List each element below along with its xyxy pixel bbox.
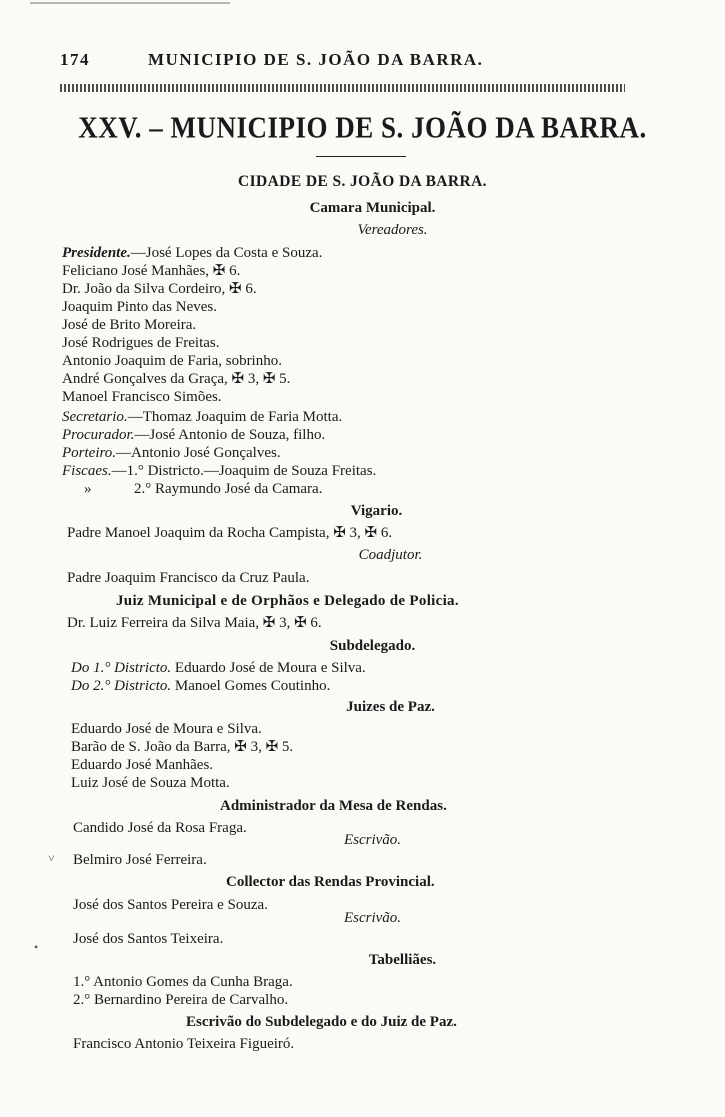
procurador-name: —José Antonio de Souza, filho.	[134, 427, 326, 443]
list-item: Joaquim Pinto das Neves.	[62, 299, 217, 315]
coadjutor-name: Padre Joaquim Francisco da Cruz Paula.	[67, 570, 310, 586]
list-item: Dr. João da Silva Cordeiro, ✠ 6.	[62, 281, 257, 297]
list-item: Antonio Joaquim de Faria, sobrinho.	[62, 353, 282, 369]
vereadores-heading: Vereadores.	[357, 222, 428, 238]
fiscaes-label: Fiscaes.	[62, 463, 112, 479]
city-heading: CIDADE DE S. JOÃO DA BARRA.	[238, 173, 487, 190]
porteiro-label: Porteiro.	[62, 445, 117, 461]
fiscaes-first: —1.° Districto.—Joaquim de Souza Freitas.	[111, 463, 377, 479]
vigario-name: Padre Manoel Joaquim da Rocha Campista, ✠ 3, ✠ 6.	[67, 525, 393, 541]
tabelliaes-heading: Tabelliães.	[368, 952, 437, 968]
collector-name: José dos Santos Pereira e Souza.	[73, 897, 268, 913]
subdelegado-first	[71, 659, 366, 677]
title-rule	[316, 156, 406, 157]
juiz-municipal-heading: Juiz Municipal e de Orphãos e Delegado de Policia.	[116, 593, 459, 609]
list-item: Feliciano José Manhães, ✠ 6.	[62, 263, 241, 279]
porteiro-line	[62, 444, 281, 462]
list-item: André Gonçalves da Graça, ✠ 3, ✠ 5.	[62, 371, 291, 387]
presidente-label: Presidente.	[62, 245, 131, 261]
mesa-rendas-heading: Administrador da Mesa de Rendas.	[220, 798, 447, 814]
procurador-line	[62, 426, 325, 444]
fiscaes-second: 2.° Raymundo José da Camara.	[134, 481, 323, 497]
escrivao-subdelegado-heading: Escrivão do Subdelegado e do Juiz de Paz.	[186, 1014, 457, 1030]
margin-mark: ˅	[48, 851, 55, 865]
subdelegado-heading: Subdelegado.	[329, 638, 416, 654]
running-title: MUNICIPIO DE S. JOÃO DA BARRA.	[148, 50, 484, 69]
collector-escrivao-name: José dos Santos Teixeira.	[73, 931, 224, 947]
fiscaes-ditto: »	[84, 481, 92, 497]
coadjutor-heading: Coadjutor.	[358, 547, 423, 563]
list-item: Luiz José de Souza Motta.	[71, 775, 230, 791]
presidente-line	[62, 244, 322, 262]
mesa-escrivao-name: Belmiro José Ferreira.	[73, 852, 207, 868]
porteiro-name: —Antonio José Gonçalves.	[116, 445, 281, 461]
juizes-heading: Juizes de Paz.	[346, 699, 435, 715]
camara-heading: Camara Municipal.	[309, 200, 436, 216]
list-item: Barão de S. João da Barra, ✠ 3, ✠ 5.	[71, 739, 294, 755]
secretario-label: Secretario.	[62, 409, 128, 425]
secretario-name: —Thomaz Joaquim de Faria Motta.	[127, 409, 343, 425]
list-item: José de Brito Moreira.	[62, 317, 197, 333]
procurador-label: Procurador.	[62, 427, 135, 443]
juiz-municipal-name: Dr. Luiz Ferreira da Silva Maia, ✠ 3, ✠ 6.	[67, 615, 322, 631]
chapter-title: XXV. – MUNICIPIO DE S. JOÃO DA BARRA.	[78, 109, 647, 145]
ornamental-rule	[60, 84, 625, 92]
margin-mark: •	[34, 940, 39, 954]
escrivao-subdelegado-name: Francisco Antonio Teixeira Figueiró.	[73, 1036, 295, 1052]
list-item: José Rodrigues de Freitas.	[62, 335, 220, 351]
subdelegado-first-label: Do 1.° Districto.	[71, 660, 172, 676]
tabelliao-first: 1.° Antonio Gomes da Cunha Braga.	[73, 974, 293, 990]
mesa-escrivao-heading: Escrivão.	[343, 832, 402, 848]
subdelegado-second-label: Do 2.° Districto.	[71, 678, 172, 694]
subdelegado-second-name: Manoel Gomes Coutinho.	[174, 678, 331, 694]
secretario-line	[62, 408, 342, 426]
list-item: Eduardo José de Moura e Silva.	[71, 721, 262, 737]
collector-escrivao-heading: Escrivão.	[343, 910, 402, 926]
presidente-name: —José Lopes da Costa e Souza.	[130, 245, 323, 261]
tabelliao-second: 2.° Bernardino Pereira de Carvalho.	[73, 992, 289, 1008]
subdelegado-second	[71, 677, 330, 695]
list-item: Eduardo José Manhães.	[71, 757, 214, 773]
fiscaes-line	[62, 462, 376, 480]
mesa-rendas-name: Candido José da Rosa Fraga.	[73, 820, 247, 836]
scan-mark	[30, 2, 230, 10]
running-head	[60, 50, 620, 76]
subdelegado-first-name: Eduardo José de Moura e Silva.	[174, 660, 366, 676]
vigario-heading: Vigario.	[350, 503, 403, 519]
page-number: 174	[60, 50, 90, 69]
list-item: Manoel Francisco Simões.	[62, 389, 222, 405]
collector-heading: Collector das Rendas Provincial.	[226, 874, 435, 890]
